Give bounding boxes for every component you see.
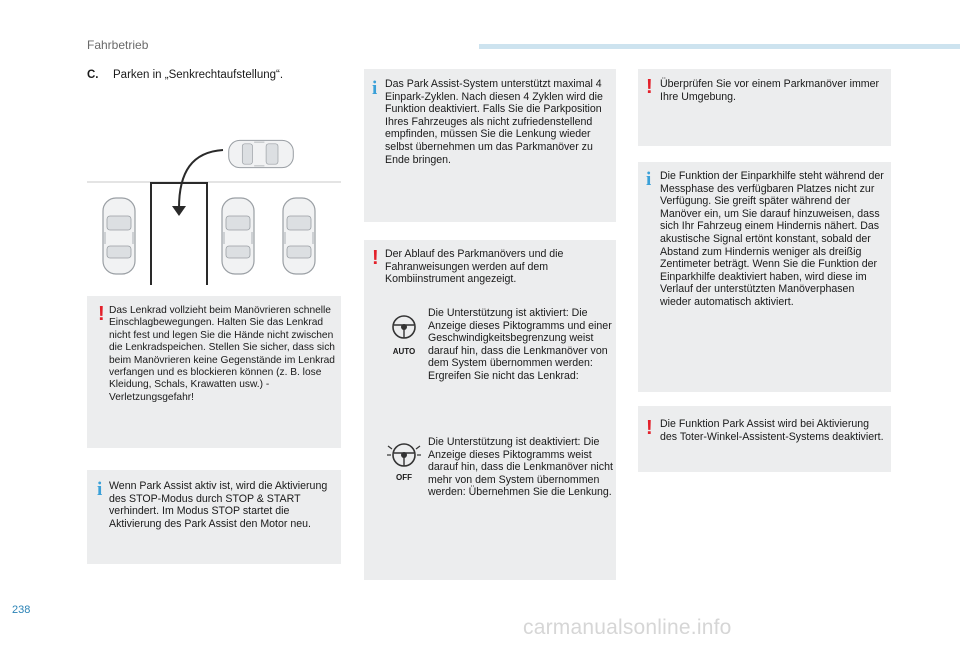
watermark: carmanualsonline.info — [523, 616, 732, 639]
header-accent-bar — [479, 44, 960, 49]
info-box-cycles — [364, 69, 616, 222]
warning-text: Die Funktion Park Assist wird bei Aktivierung des Toter-Winkel-Assistent-Systems deaktiviert. — [660, 418, 884, 443]
warning-text: Das Lenkrad vollzieht beim Manövrieren schnelle Einschlagbewegungen. Halten Sie das Lenkrad nicht fest und legen Sie die Hände nicht zwischen die Lenkradspeichen. Stellen Sie sicher, dass sich beim Manövrieren keine Gegenstände im Lenkrad verfangen und es blockieren können (z. B. lose Kleidung, Schals, Krawatten usw.) - Verletzungsgefahr! — [109, 305, 335, 403]
info-text: Wenn Park Assist aktiv ist, wird die Aktivierung des STOP-Modus durch STOP & START verhindert. Im Modus STOP startet die Aktivierung des Park Assist den Motor neu. — [109, 480, 328, 530]
steering-wheel-auto-icon — [389, 312, 419, 342]
step-heading — [87, 69, 283, 81]
warning-icon: ! — [98, 303, 105, 325]
warning-icon: ! — [646, 76, 653, 98]
car-right-2 — [283, 198, 315, 274]
info-icon: i — [97, 479, 103, 500]
step-text: Parken in „Senkrechtaufstellung“. — [113, 69, 284, 81]
warning-box-instrument — [364, 240, 616, 580]
perpendicular-parking-illustration — [87, 130, 341, 285]
auto-label: AUTO — [392, 347, 416, 356]
info-icon: i — [646, 169, 652, 190]
off-description: Die Unterstützung ist deaktiviert: Die Anzeige dieses Piktogramms weist darauf hin, dass die Lenkmanöver nicht mehr von dem System übernommen werden: Übernehmen Sie die Lenkung. — [428, 436, 613, 499]
warning-box-surroundings — [638, 69, 891, 146]
step-letter: C. — [87, 69, 99, 81]
section-title: Fahrbetrieb — [87, 38, 149, 52]
warning-text: Überprüfen Sie vor einem Parkmanöver immer Ihre Umgebung. — [660, 78, 880, 103]
warning-icon: ! — [646, 417, 653, 439]
off-label: OFF — [396, 473, 412, 482]
info-box-stop-start — [87, 470, 341, 564]
car-left — [103, 198, 135, 274]
page-number: 238 — [12, 604, 31, 616]
info-text: Das Park Assist-System unterstützt maximal 4 Einpark-Zyklen. Nach diesen 4 Zyklen wird die Funktion deaktiviert. Falls Sie die Parkposition Ihres Fahrzeuges als nicht zufriedenstellend empfinden, müssen Sie die Lenkung wieder selbst übernehmen um das Parkmanöver zu Ende bringen. — [385, 78, 603, 166]
warning-text: Der Ablauf des Parkmanövers und die Fahranweisungen werden auf dem Kombiinstrument angezeigt. — [385, 248, 564, 286]
warning-icon: ! — [372, 247, 379, 269]
steering-wheel-off-icon — [386, 440, 422, 470]
auto-description: Die Unterstützung ist aktiviert: Die Anzeige dieses Piktogramms und einer Geschwindigkeitsbegrenzung weist darauf hin, dass die Lenkmanöver von dem System übernommen werden: Ergreifen Sie nicht das Lenkrad: — [428, 307, 612, 382]
info-box-parking-aid — [638, 162, 891, 392]
maneuvering-car — [229, 140, 294, 167]
warning-box-blind-spot — [638, 406, 891, 472]
car-right-1 — [222, 198, 254, 274]
info-text: Die Funktion der Einparkhilfe steht während der Messphase des verfügbaren Platzes nicht zur Verfügung. Sie greift später während der Manöver ein, um Sie darauf hinzuweisen, dass sich Ihr Fahrzeug einem Hindernis nähert. Das akustische Signal ertönt konstant, sobald der Abstand zum Hindernis weniger als dreißig Zentimeter beträgt. Wenn Sie die Funktion der Einparkhilfe deaktiviert haben, wird diese im Verlauf der unterstützten Manöverphasen wieder automatisch aktiviert. — [660, 170, 884, 308]
info-icon: i — [372, 78, 378, 99]
warning-box-steering — [87, 296, 341, 448]
